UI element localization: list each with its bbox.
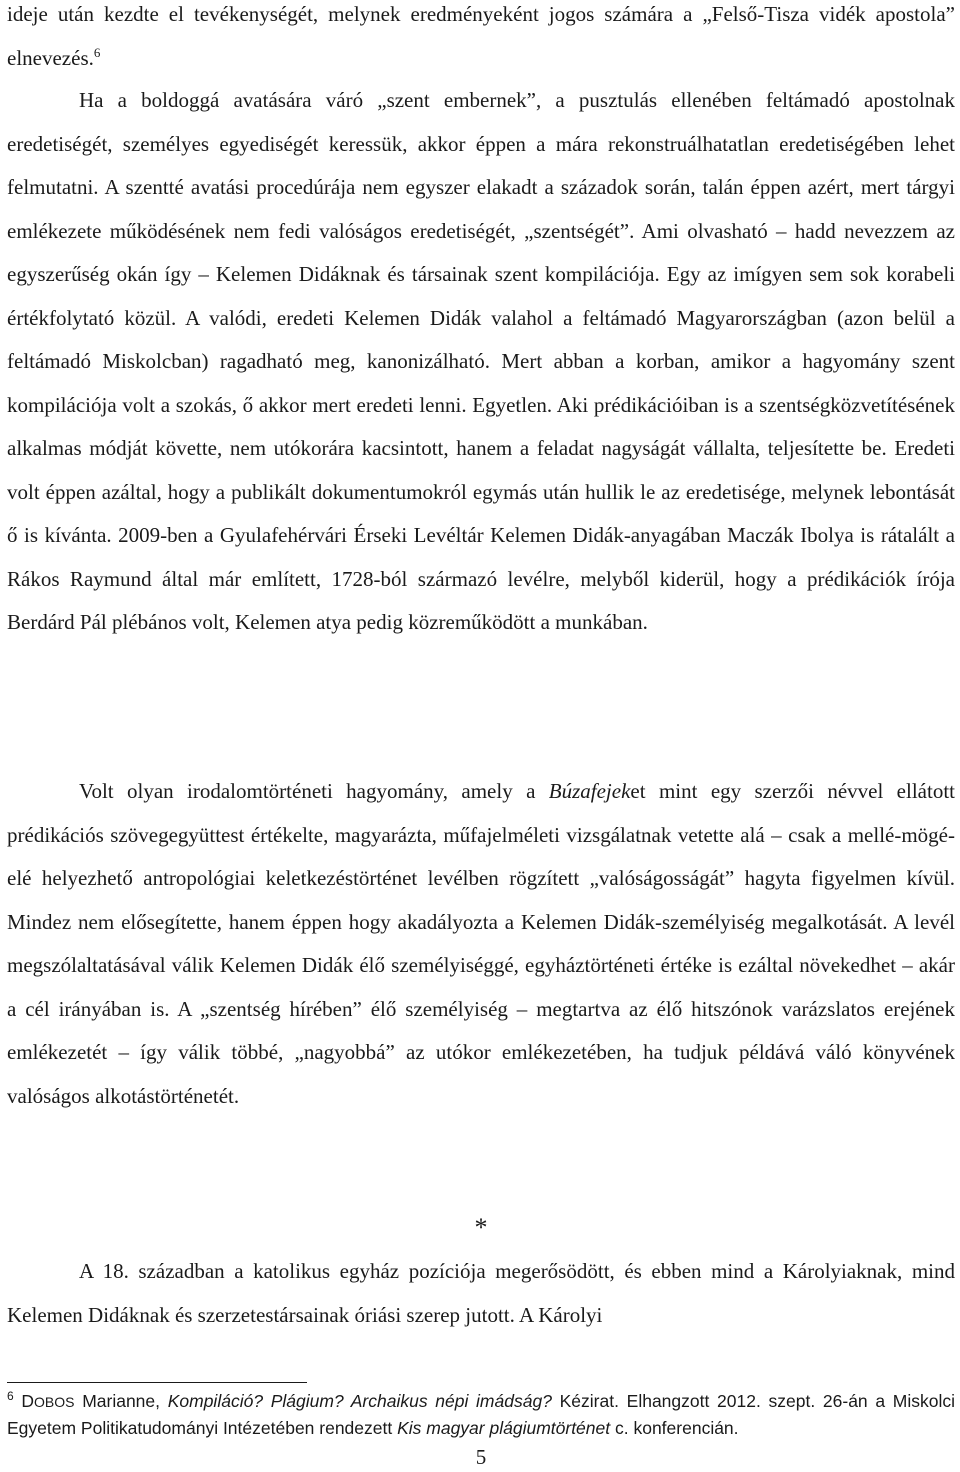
footnote-divider bbox=[7, 1382, 307, 1383]
paragraph-3-rest: et mint egy szerzői névvel ellátott prédikációs szövegegyüttest értékelte, magyarázta, műfajelméleti vizsgálatnak vetette alá – csak a mellé-mögé-elé helyezhető antropológiai keletkezéstörténet levélben rögzített „valóságosságát” hagyta figyelmen kívül. Mindez nem elősegítette, hanem éppen hogy akadályozta a Kelemen Didák-személyiség megalkotását. A levél megszólaltatásával válik Kelemen Didák élő személyiséggé, egyháztörténeti értéke is ezáltal növekedhet – akár a cél irányában is. A „szentség hírében” élő személyiség – megtartva az élő hitszónok varázslatos erejének emlékezetét – így válik többé, „nagyobbá” az utókor emlékezetében, ha tudjuk példává váló könyvének valóságos alkotástörténetét. bbox=[7, 779, 955, 1108]
paragraph-originality: Ha a boldoggá avatására váró „szent embernek”, a pusztulás ellenében feltámadó apostolnak eredetiségét, személyes egyediségét keressük, akkor éppen a mára rekonstruálhatatlan eredetiségében lehet felmutatni. A szentté avatási procedúrája nem egyszer elakadt a századok során, talán éppen azért, mert tárgyi emlékezete működésének nem fedi valóságos eredetiségét, „szentségét”. Ami olvasható – hadd nevezzem az egyszerűség okán így – Kelemen Didáknak és társainak szent kompilációja. Egy az imígyen sem sok korabeli értékfolytató közül. A valódi, eredeti Kelemen Didák valahol a feltámadó Magyarországban (azon belül a feltámadó Miskolcban) ragadható meg, kanonizálható. Mert abban a korban, amikor a hagyomány szent kompilációja volt a szokás, ő akkor mert eredeti lenni. Egyetlen. Aki prédikációiban is a szentségközvetítésének alkalmas módját követte, nem utókorára kacsintott, hanem a feladat nagyságát vállalta, teljesítette be. Eredeti volt éppen azáltal, hogy a publikált dokumentumokról egymás után hullik le az eredetisége, melynek lebontását ő is kívánta. 2009-ben a Gyulafehérvári Érseki Levéltár Kelemen Didák-anyagában Maczák Ibolya is rátalált a Rákos Raymund által már említett, 1728-ból származó levélre, melyből kiderül, hogy a prédikációk írója Berdárd Pál plébános volt, Kelemen atya pedig közreműködött a munkában. bbox=[7, 88, 955, 634]
paragraph-continuation bbox=[7, 0, 955, 80]
section-separator: * bbox=[474, 1213, 488, 1242]
footnote-number: 6 bbox=[7, 1389, 14, 1404]
footnote-author-given: Marianne, bbox=[74, 1391, 168, 1411]
paragraph-3-start: Volt olyan irodalomtörténeti hagyomány, amely a bbox=[79, 779, 549, 803]
footnote bbox=[7, 1388, 955, 1441]
paragraph-1-text: ideje után kezdte el tevékenységét, melynek eredményeként jogos számára a „Felső-Tisza vidék apostola” elnevezés. bbox=[7, 2, 955, 70]
footnote-conference-title: Kis magyar plágiumtörténet bbox=[397, 1418, 611, 1438]
paragraph-18th-century: A 18. században a katolikus egyház pozíciója megerősödött, és ebben mind a Károlyiaknak, mind Kelemen Didáknak és szerzetestársainak óriási szerep jutott. A Károlyi bbox=[7, 1259, 955, 1327]
paragraph-literary-tradition bbox=[7, 770, 955, 1118]
footnote-title: Kompiláció? Plágium? Archaikus népi imádság? bbox=[167, 1391, 552, 1411]
footnote-middle: Kézirat. Elhangzott 2012. szept. 26-án a Miskolci Egyetem Politikatudományi Intézetében rendezett bbox=[7, 1391, 956, 1438]
footnote-end: c. konferencián. bbox=[610, 1418, 739, 1438]
book-title-italic: Búzafejek bbox=[548, 779, 631, 803]
page-number: 5 bbox=[475, 1445, 487, 1469]
footnote-author-initial: D bbox=[21, 1391, 35, 1411]
footnote-reference[interactable]: 6 bbox=[93, 44, 101, 60]
footnote-author-surname-rest: OBOS bbox=[34, 1394, 75, 1410]
